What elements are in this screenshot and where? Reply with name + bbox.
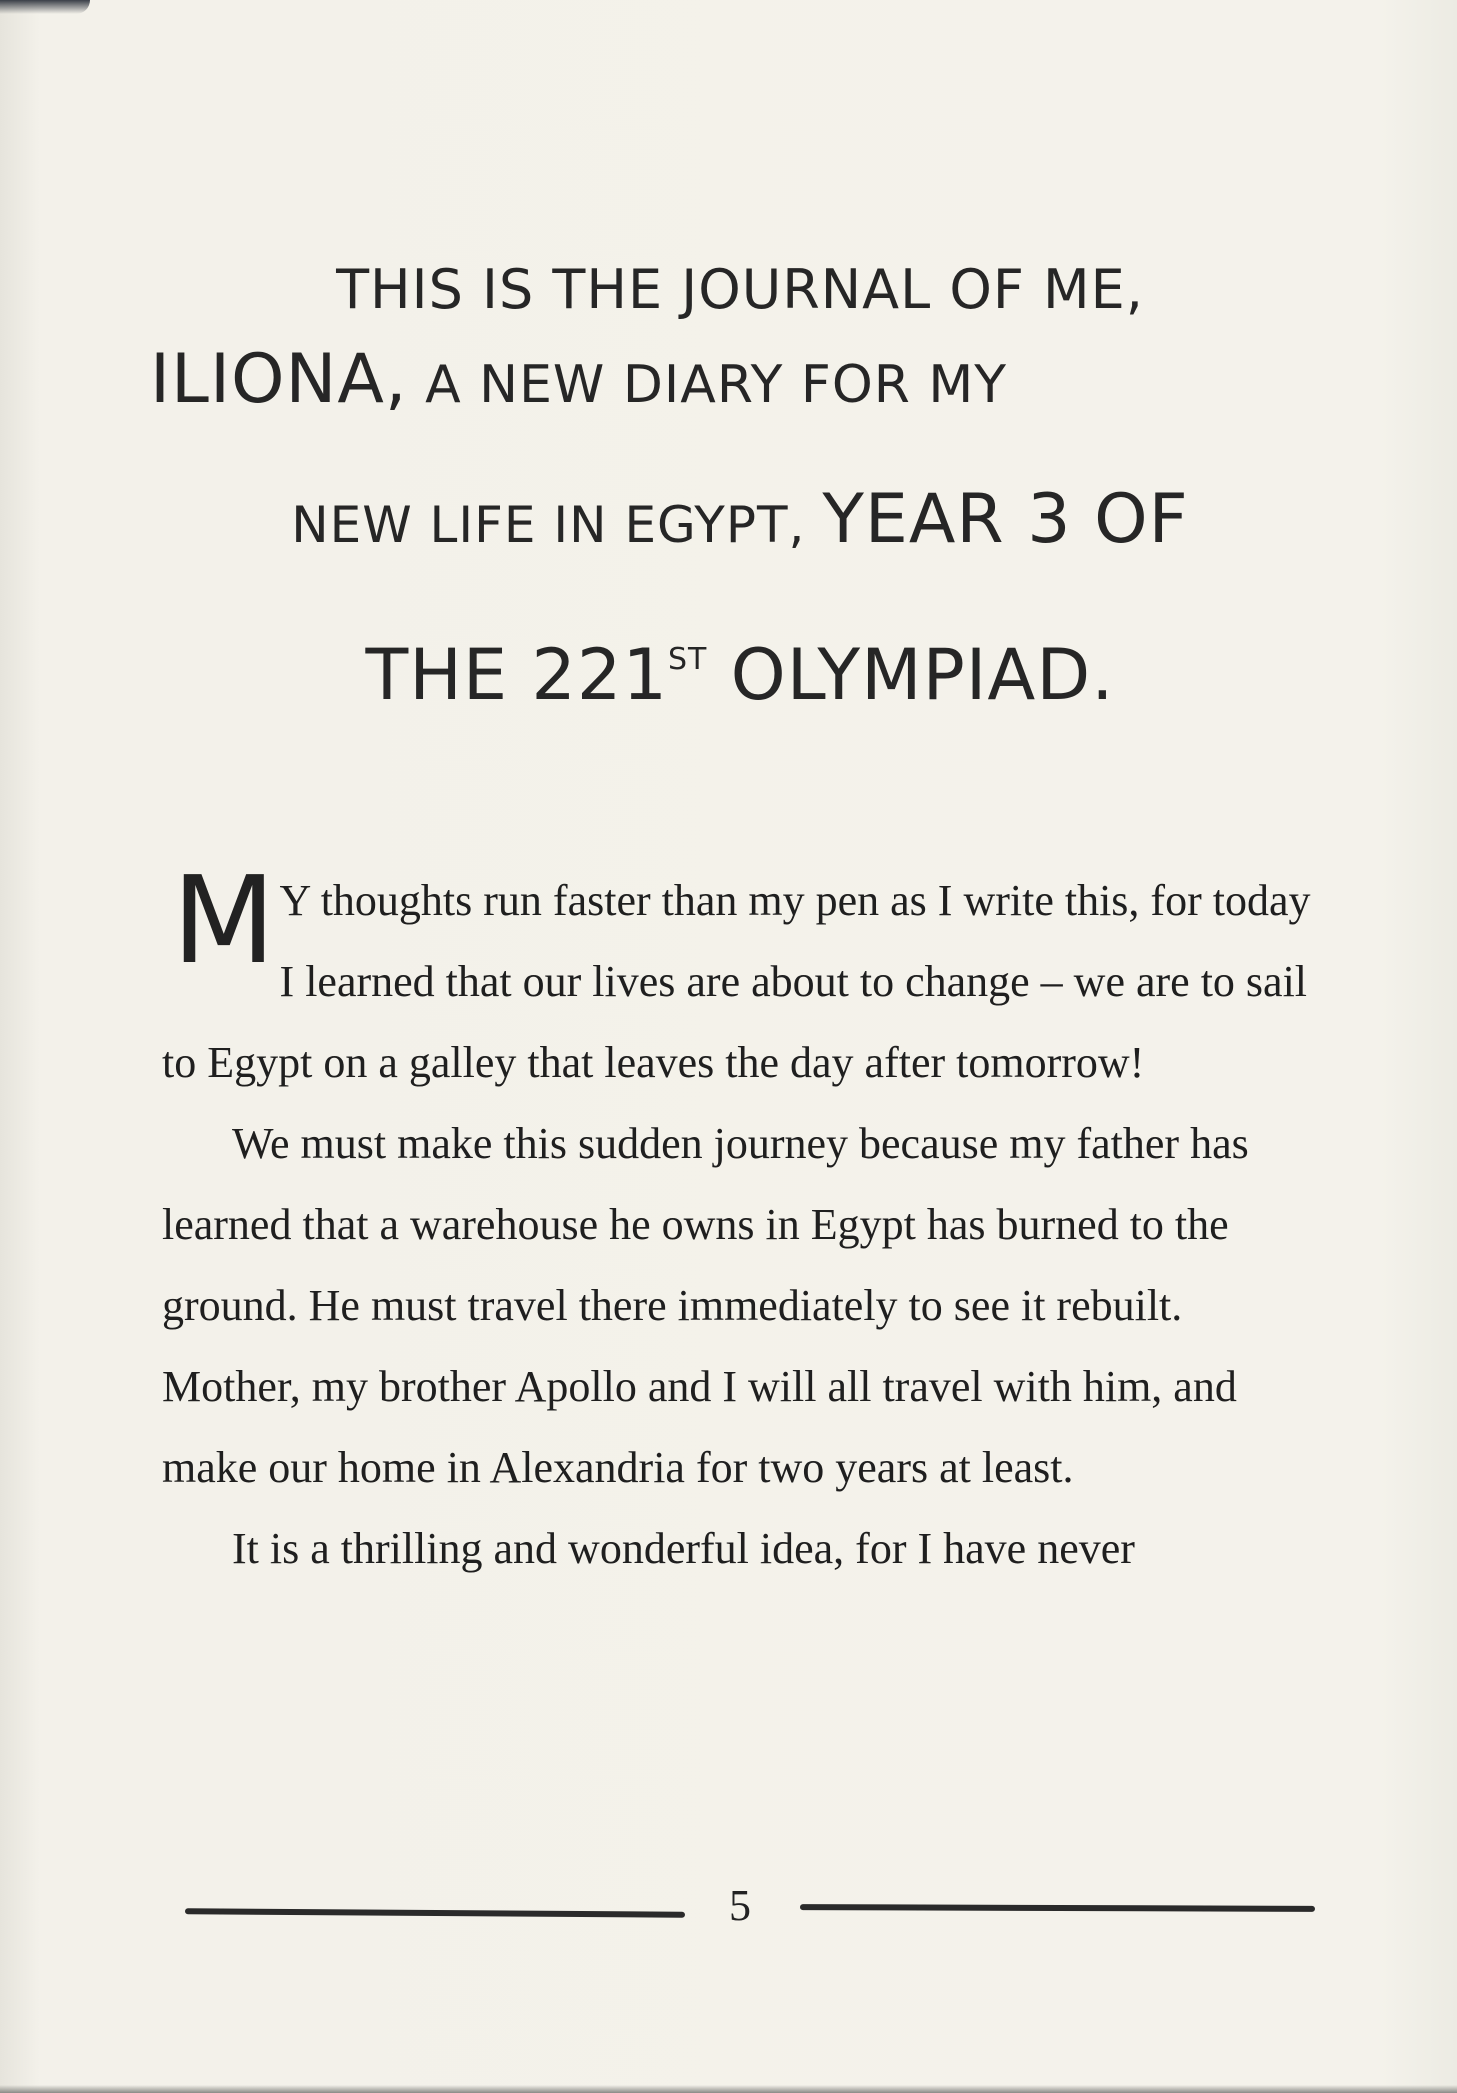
heading-year: YEAR 3 OF xyxy=(822,480,1189,559)
journal-body xyxy=(162,852,1330,1589)
footer-rule-left xyxy=(185,1908,685,1917)
paragraph-3: It is a thrilling and wonderful idea, for I have never xyxy=(232,1524,1135,1573)
heading-olympiad-number: THE 221 xyxy=(365,634,668,716)
page-corner-shadow xyxy=(0,0,90,14)
paragraph-1-text: Y thoughts run faster than my pen as I write this, for today I learned that our lives are about to change – we are to sail to Egypt on a galley that leaves the day after tomorrow! xyxy=(162,876,1311,1087)
heading-ordinal-suffix: ST xyxy=(667,642,708,677)
heading-line-1: THIS IS THE JOURNAL OF ME, xyxy=(336,258,1144,321)
heading-name: ILIONA, xyxy=(150,340,408,419)
footer-rule-right xyxy=(800,1904,1315,1912)
page-bottom-edge xyxy=(0,2085,1457,2093)
heading-line-2 xyxy=(150,310,1330,450)
paragraph-2: We must make this sudden journey because my father has learned that a warehouse he owns in Egypt has burned to the ground. He must travel there immediately to see it rebuilt. Mother, my brother Apollo and I will all travel with him, and make our home in Alexandria for two years at least. xyxy=(162,1119,1249,1492)
page-number: 5 xyxy=(729,1881,751,1930)
paragraph-1 xyxy=(162,852,1330,1103)
heading-line-4 xyxy=(150,590,1330,730)
heading-line-3-rest: NEW LIFE IN EGYPT, xyxy=(291,496,806,554)
journal-heading xyxy=(150,210,1330,730)
drop-cap: M xyxy=(172,852,276,991)
heading-line-3 xyxy=(150,450,1330,590)
heading-line-2-rest: A NEW DIARY FOR MY xyxy=(425,355,1008,415)
heading-olympiad: OLYMPIAD. xyxy=(730,634,1115,716)
